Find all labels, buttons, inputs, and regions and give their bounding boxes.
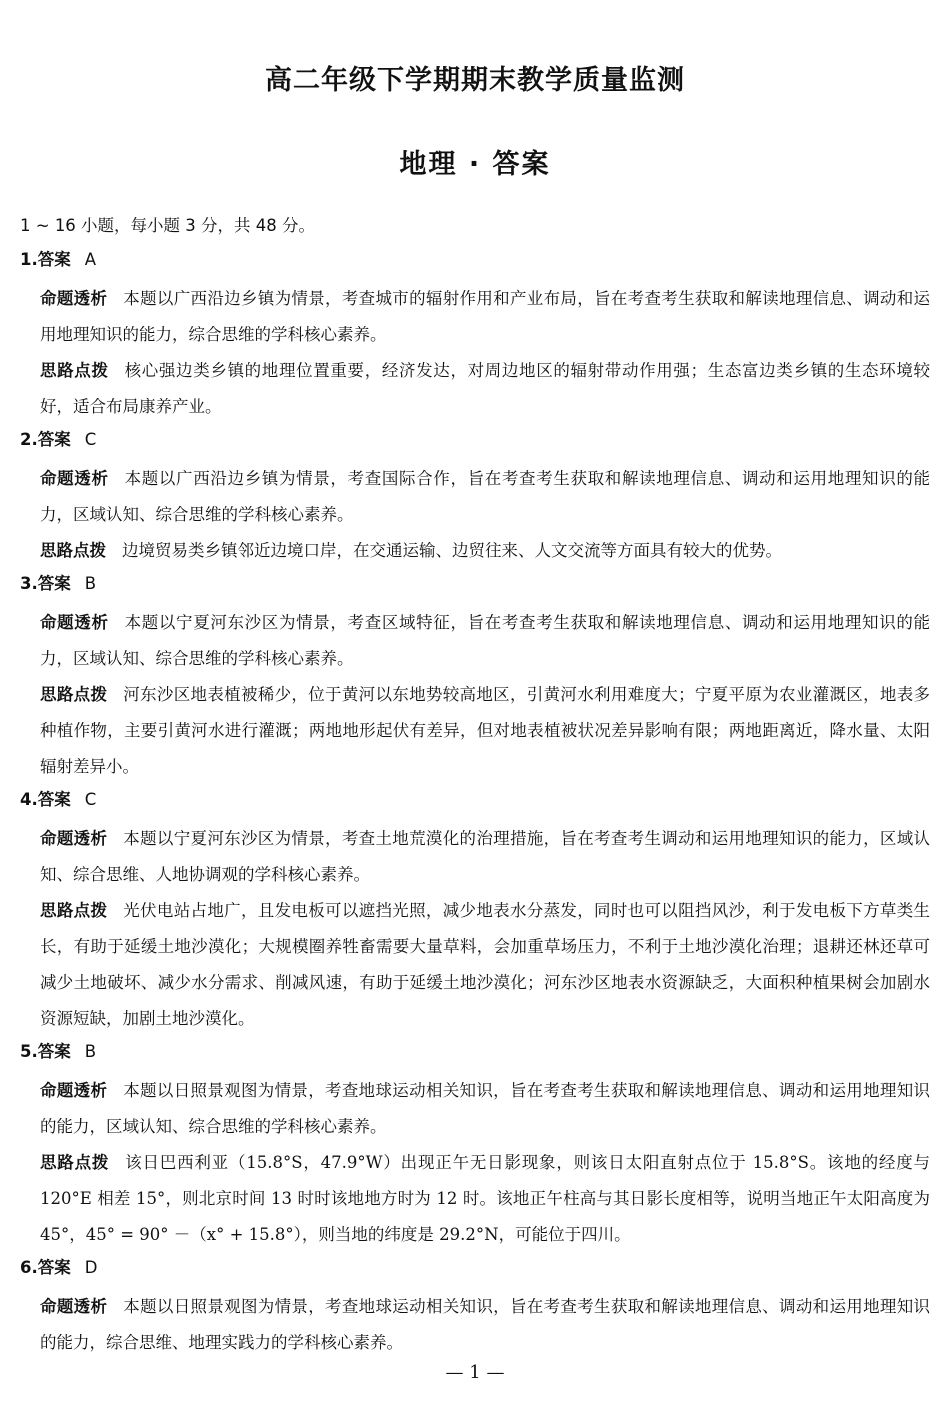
analysis-text: 本题以宁夏河东沙区为情景，考查区域特征，旨在考查考生获取和解读地理信息、调动和运用地理知识的能力，区域认知、综合思维的学科核心素养。 <box>40 613 931 668</box>
hint-text: 边境贸易类乡镇邻近边境口岸，在交通运输、边贸往来、人文交流等方面具有较大的优势。 <box>122 541 782 560</box>
question-3-analysis <box>40 605 930 677</box>
analysis-label: 命题透析 <box>40 829 108 848</box>
question-number: 6. <box>20 1258 38 1277</box>
analysis-text: 本题以宁夏河东沙区为情景，考查土地荒漠化的治理措施，旨在考查考生调动和运用地理知识的能力，区域认知、综合思维、人地协调观的学科核心素养。 <box>40 829 931 884</box>
question-3-hint <box>40 677 930 785</box>
analysis-text: 本题以广西沿边乡镇为情景，考查国际合作，旨在考查考生获取和解读地理信息、调动和运用地理知识的能力，区域认知、综合思维的学科核心素养。 <box>40 469 931 524</box>
page-number: — 1 — <box>445 1362 505 1383</box>
answer-label: 答案 <box>37 574 71 593</box>
question-number: 2. <box>20 430 38 449</box>
answer-label: 答案 <box>37 430 71 449</box>
question-4-hint <box>40 893 930 1037</box>
answer-value: B <box>84 574 97 593</box>
question-1-analysis <box>40 281 930 353</box>
question-5-header <box>20 1037 930 1073</box>
question-3-header <box>20 569 930 605</box>
question-4-header <box>20 785 930 821</box>
hint-text: 核心强边类乡镇的地理位置重要，经济发达，对周边地区的辐射带动作用强；生态富边类乡镇的生态环境较好，适合布局康养产业。 <box>40 361 931 416</box>
question-2-analysis <box>40 461 930 533</box>
question-6-analysis <box>40 1289 930 1361</box>
hint-label: 思路点拨 <box>40 1153 110 1172</box>
answer-label: 答案 <box>37 250 71 269</box>
answer-value: C <box>84 790 97 809</box>
hint-label: 思路点拨 <box>40 361 109 380</box>
analysis-text: 本题以日照景观图为情景，考查地球运动相关知识，旨在考查考生获取和解读地理信息、调动和运用地理知识的能力，综合思维、地理实践力的学科核心素养。 <box>40 1297 931 1352</box>
question-6-header <box>20 1253 930 1289</box>
question-5-hint <box>40 1145 930 1253</box>
question-4-analysis <box>40 821 930 893</box>
score-intro: 1 ~ 16 小题，每小题 3 分，共 48 分。 <box>20 216 316 235</box>
answer-value: A <box>84 250 97 269</box>
answer-value: D <box>84 1258 98 1277</box>
hint-label: 思路点拨 <box>40 685 108 704</box>
question-number: 4. <box>20 790 38 809</box>
hint-text: 光伏电站占地广，且发电板可以遮挡光照，减少地表水分蒸发，同时也可以阻挡风沙，利于发电板下方草类生长，有助于延缓土地沙漠化；大规模圈养牲畜需要大量草料，会加重草场压力，不利于土地沙漠化治理；退耕还林还草可减少土地破坏、减少水分需求、削减风速，有助于延缓土地沙漠化；河东沙区地表水资源缺乏，大面积种植果树会加剧水资源短缺，加剧土地沙漠化。 <box>40 901 931 1028</box>
answer-value: C <box>84 430 97 449</box>
page-subtitle: 地理 · 答案 <box>399 149 551 180</box>
answer-label: 答案 <box>37 1258 71 1277</box>
analysis-label: 命题透析 <box>40 1081 108 1100</box>
question-number: 3. <box>20 574 38 593</box>
analysis-text: 本题以广西沿边乡镇为情景，考查城市的辐射作用和产业布局，旨在考查考生获取和解读地理信息、调动和运用地理知识的能力，综合思维的学科核心素养。 <box>40 289 931 344</box>
analysis-label: 命题透析 <box>40 469 109 488</box>
hint-label: 思路点拨 <box>40 541 106 560</box>
answer-value: B <box>84 1042 97 1061</box>
answer-label: 答案 <box>37 790 71 809</box>
question-number: 5. <box>20 1042 38 1061</box>
question-5-analysis <box>40 1073 930 1145</box>
question-1-header <box>20 245 930 281</box>
answers-body <box>20 211 930 1361</box>
analysis-label: 命题透析 <box>40 289 108 308</box>
analysis-label: 命题透析 <box>40 613 109 632</box>
question-2-hint <box>40 533 930 569</box>
question-2-header <box>20 425 930 461</box>
hint-text: 该日巴西利亚（15.8°S，47.9°W）出现正午无日影现象，则该日太阳直射点位于 15.8°S。该地的经度与 120°E 相差 15°，则北京时间 13 时时该地地方时为 12 时。该地正午柱高与其日影长度相等，说明当地正午太阳高度为 45°，45° = 90° －（x° + 15.8°），则当地的纬度是 29.2°N，可能位于四川。 <box>40 1153 930 1244</box>
analysis-text: 本题以日照景观图为情景，考查地球运动相关知识，旨在考查考生获取和解读地理信息、调动和运用地理知识的能力，区域认知、综合思维的学科核心素养。 <box>40 1081 931 1136</box>
hint-text: 河东沙区地表植被稀少，位于黄河以东地势较高地区，引黄河水利用难度大；宁夏平原为农业灌溉区，地表多种植作物，主要引黄河水进行灌溉；两地地形起伏有差异，但对地表植被状况差异影响有限；两地距离近，降水量、太阳辐射差异小。 <box>40 685 931 776</box>
answer-label: 答案 <box>37 1042 71 1061</box>
hint-label: 思路点拨 <box>40 901 108 920</box>
analysis-label: 命题透析 <box>40 1297 108 1316</box>
question-1-hint <box>40 353 930 425</box>
question-number: 1. <box>20 250 38 269</box>
page-title: 高二年级下学期期末教学质量监测 <box>265 65 685 96</box>
